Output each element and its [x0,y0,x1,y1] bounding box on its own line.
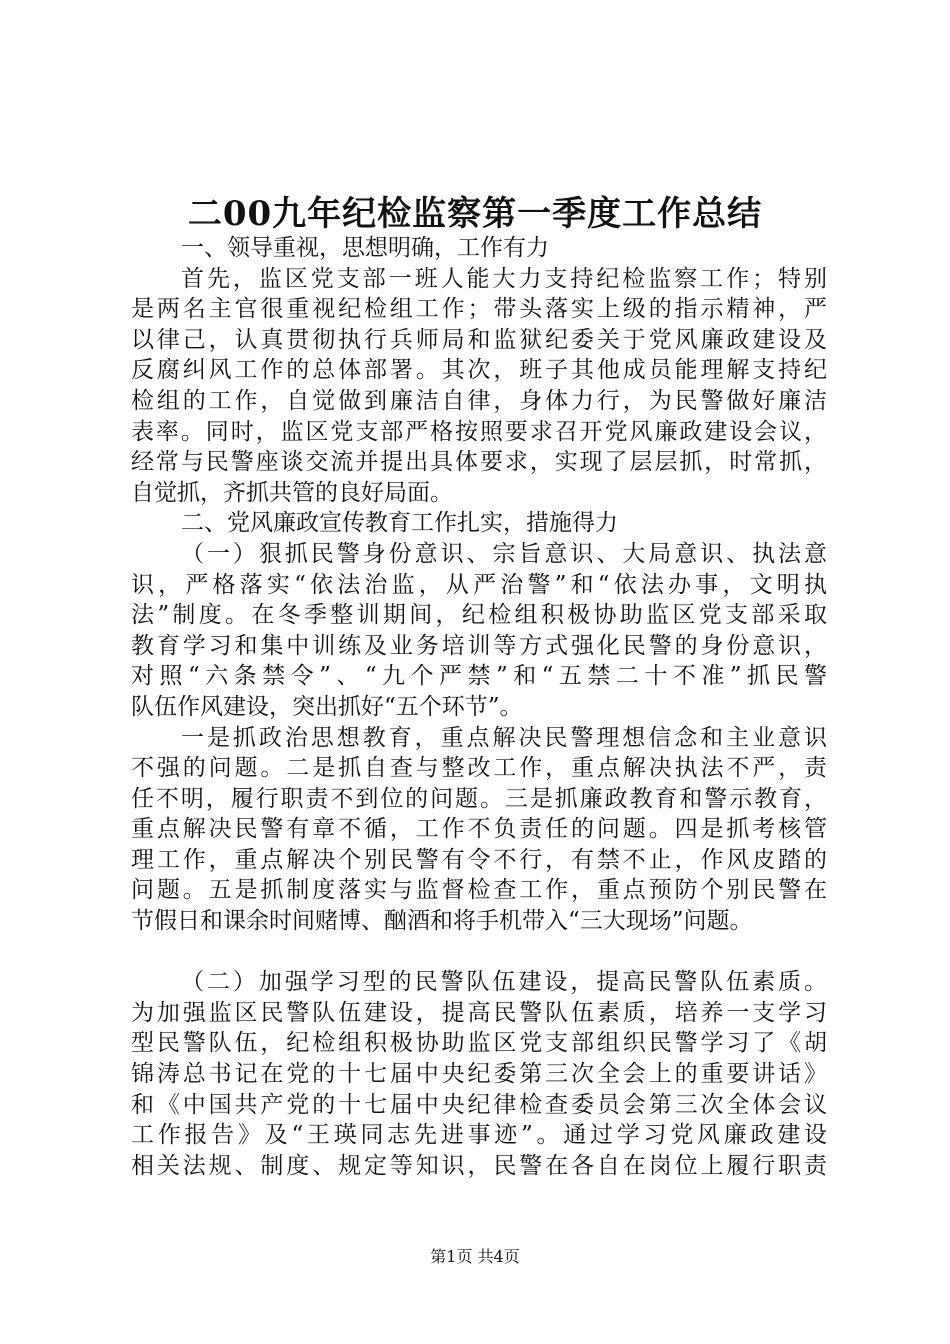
paragraph-line: 不强的问题。二是抓自查与整改工作，重点解决执法不严，责 [131,755,827,782]
paragraph-line: 节假日和课余时间赌博、酗酒和将手机带入“三大现场”问题。 [131,908,753,935]
paragraph-line: 反腐纠风工作的总体部署。其次，班子其他成员能理解支持纪 [131,357,827,384]
page-number-footer: 第1页 共4页 [430,1247,520,1266]
paragraph-line: 和《中国共产党的十七届中央纪律检查委员会第三次全体会议 [131,1091,827,1118]
paragraph-line: 检组的工作，自觉做到廉洁自律，身体力行，为民警做好廉洁 [131,387,827,414]
paragraph-line: 自觉抓，齐抓共管的良好局面。 [131,479,453,506]
paragraph-line: 型民警队伍，纪检组积极协助监区党支部组织民警学习了《胡 [131,1030,827,1057]
paragraph-line: 首先，监区党支部一班人能大力支持纪检监察工作；特别 [181,265,827,292]
paragraph-line: 锦涛总书记在党的十七届中央纪委第三次全会上的重要讲话》 [131,1061,827,1088]
paragraph-line: 队伍作风建设，突出抓好“五个环节”。 [131,693,523,720]
paragraph-line: 对照“六条禁令”、“九个严禁”和“五禁二十不准”抓民警 [131,663,827,690]
paragraph-line: 相关法规、制度、规定等知识，民警在各自在岗位上履行职责 [131,1152,827,1179]
paragraph-line: 表率。同时，监区党支部严格按照要求召开党风廉政建设会议， [131,418,827,445]
paragraph-line: 以律己，认真贯彻执行兵师局和监狱纪委关于党风廉政建设及 [131,326,827,353]
paragraph-line: 法”制度。在冬季整训期间，纪检组积极协助监区党支部采取 [131,602,827,629]
paragraph-spacer [131,937,827,968]
paragraph-line: 教育学习和集中训练及业务培训等方式强化民警的身份意识， [131,632,827,659]
paragraph-line: 是两名主官很重视纪检组工作；带头落实上级的指示精神，严 [131,296,827,323]
document-body [131,233,827,1181]
paragraph-line: 任不明，履行职责不到位的问题。三是抓廉政教育和警示教育， [131,785,827,812]
document-title: 二00九年纪检监察第一季度工作总结 [187,194,763,234]
paragraph-line: （一）狠抓民警身份意识、宗旨意识、大局意识、执法意 [181,540,827,567]
paragraph-line: 一是抓政治思想教育，重点解决民警理想信念和主业意识 [181,724,827,751]
section-heading-2: 二、党风廉政宣传教育工作扎实，措施得力 [181,510,618,537]
paragraph-line: 理工作，重点解决个别民警有令不行，有禁不止，作风皮踏的 [131,846,827,873]
paragraph-line: 识，严格落实“依法治监，从严治警”和“依法办事，文明执 [131,571,827,598]
paragraph-line: 经常与民警座谈交流并提出具体要求，实现了层层抓，时常抓， [131,449,827,476]
paragraph-line: （二）加强学习型的民警队伍建设，提高民警队伍素质。 [181,969,827,996]
paragraph-line: 问题。五是抓制度落实与监督检查工作，重点预防个别民警在 [131,877,827,904]
paragraph-line: 工作报告》及“王瑛同志先进事迹”。通过学习党风廉政建设 [131,1122,827,1149]
section-heading-1: 一、领导重视，思想明确，工作有力 [181,235,549,261]
paragraph-line: 重点解决民警有章不循，工作不负责任的问题。四是抓考核管 [131,816,827,843]
paragraph-line: 为加强监区民警队伍建设，提高民警队伍素质，培养一支学习 [131,999,827,1026]
